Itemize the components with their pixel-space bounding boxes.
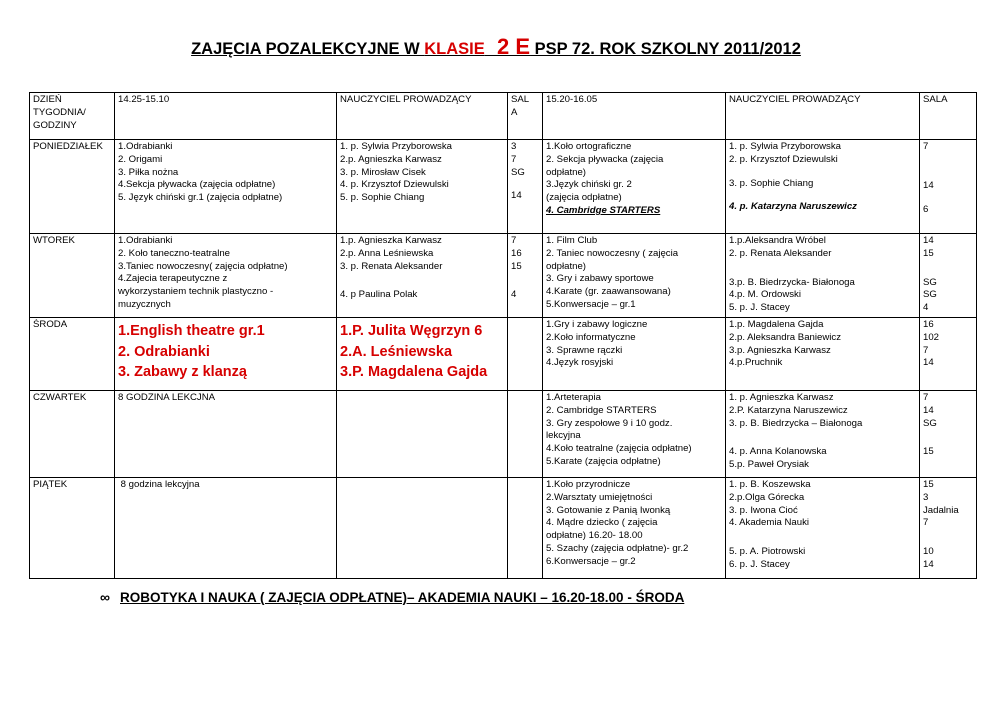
row-tuesday [30, 234, 977, 318]
thursday-teachers-2: 1. p. Agnieszka Karwasz 2.P. Katarzyna Naruszewicz 3. p. B. Biedrzycka – Białonoga 4. p. Anna Kolanowska 5.p. Paweł Orysiak [726, 391, 920, 478]
wednesday-activities-2: 1.Gry i zabawy logiczne 2.Koło informatyczne 3. Sprawne rączki 4.Język rosyjski [543, 318, 726, 391]
header-time-1: 14.25-15.10 [115, 93, 337, 140]
wednesday-rooms-1 [508, 318, 543, 391]
row-friday [30, 478, 977, 579]
header-room-1: SAL A [508, 93, 543, 140]
thursday-activities-2: 1.Arteterapia 2. Cambridge STARTERS 3. Gry zespołowe 9 i 10 godz. lekcyjna 4.Koło teatralne (zajęcia odpłatne) 5.Karate (zajęcia odpłatne) [543, 391, 726, 478]
day-thursday: CZWARTEK [30, 391, 115, 478]
monday-rooms-2: 7 14 6 [920, 140, 977, 234]
monday-activities-2: 1.Koło ortograficzne 2. Sekcja pływacka (zajęcia odpłatne) 3.Język chiński gr. 2 (zajęcia odpłatne) 4. Cambridge STARTERS [543, 140, 726, 234]
friday-rooms-2: 15 3 Jadalnia 7 10 14 [920, 478, 977, 579]
friday-teachers-1 [337, 478, 508, 579]
tuesday-activities-2: 1. Film Club 2. Taniec nowoczesny ( zajęcia odpłatne) 3. Gry i zabawy sportowe 4.Karate (gr. zaawansowana) 5.Konwersacje – gr.1 [543, 234, 726, 318]
thursday-activities-1: 8 GODZINA LEKCJNA [115, 391, 337, 478]
title-red-word: KLASIE [424, 40, 485, 58]
schedule-table [29, 92, 977, 579]
row-wednesday [30, 318, 977, 391]
friday-activities-1: 8 godzina lekcyjna [115, 478, 337, 579]
page-title [0, 34, 992, 60]
wednesday-teachers-2: 1.p. Magdalena Gajda 2.p. Aleksandra Baniewicz 3.p. Agnieszka Karwasz 4.p.Pruchnik [726, 318, 920, 391]
thursday-rooms-1 [508, 391, 543, 478]
tuesday-rooms-1: 7 16 15 4 [508, 234, 543, 318]
day-wednesday: ŚRODA [30, 318, 115, 391]
day-tuesday: WTOREK [30, 234, 115, 318]
friday-rooms-1 [508, 478, 543, 579]
tuesday-rooms-2: 14 15 SG SG 4 [920, 234, 977, 318]
infinity-bullet-icon: ∞ [100, 589, 110, 605]
row-monday [30, 140, 977, 234]
tuesday-teachers-1: 1.p. Agnieszka Karwasz 2.p. Anna Leśniewska 3. p. Renata Aleksander 4. p Paulina Polak [337, 234, 508, 318]
day-friday: PIĄTEK [30, 478, 115, 579]
monday-activities-1: 1.Odrabianki 2. Origami 3. Piłka nożna 4.Sekcja pływacka (zajęcia odpłatne) 5. Język chiński gr.1 (zajęcia odpłatne) [115, 140, 337, 234]
header-time-2: 15.20-16.05 [543, 93, 726, 140]
thursday-rooms-2: 7 14 SG 15 [920, 391, 977, 478]
wednesday-activities-1: 1.English theatre gr.1 2. Odrabianki 3. Zabawy z klanzą [115, 318, 337, 391]
title-part2: PSP 72. ROK SZKOLNY 2011/2012 [530, 40, 801, 58]
row-thursday [30, 391, 977, 478]
day-monday: PONIEDZIAŁEK [30, 140, 115, 234]
monday-teachers-1: 1. p. Sylwia Przyborowska 2.p. Agnieszka Karwasz 3. p. Mirosław Cisek 4. p. Krzysztof Dziewulski 5. p. Sophie Chiang [337, 140, 508, 234]
tuesday-activities-1: 1.Odrabianki 2. Koło taneczno-teatralne 3.Taniec nowoczesny( zajęcia odpłatne) 4.Zajecia terapeutyczne z wykorzystaniem technik plastyczno - muzycznych [115, 234, 337, 318]
wednesday-teachers-1: 1.P. Julita Węgrzyn 6 2.A. Leśniewska 3.P. Magdalena Gajda [337, 318, 508, 391]
title-part1: ZAJĘCIA POZALEKCYJNE W [191, 40, 425, 58]
header-row [30, 93, 977, 140]
footer-note [100, 589, 684, 605]
header-teacher-2: NAUCZYCIEL PROWADZĄCY [726, 93, 920, 140]
monday-rooms-1: 3 7 SG 14 [508, 140, 543, 234]
thursday-teachers-1 [337, 391, 508, 478]
monday-teachers-2: 1. p. Sylwia Przyborowska 2. p. Krzysztof Dziewulski 3. p. Sophie Chiang 4. p. Katarzyna Naruszewicz [726, 140, 920, 234]
wednesday-rooms-2: 16 102 7 14 [920, 318, 977, 391]
friday-activities-2: 1.Koło przyrodnicze 2.Warsztaty umiejętności 3. Gotowanie z Panią Iwonką 4. Mądre dziecko ( zajęcia odpłatne) 16.20- 18.00 5. Szachy (zajęcia odpłatne)- gr.2 6.Konwersacje – gr.2 [543, 478, 726, 579]
header-day: DZIEŃ TYGODNIA/ GODZINY [30, 93, 115, 140]
header-teacher-1: NAUCZYCIEL PROWADZĄCY [337, 93, 508, 140]
header-room-2: SALA [920, 93, 977, 140]
footer-text: ROBOTYKA I NAUKA ( ZAJĘCIA ODPŁATNE)– AKADEMIA NAUKI – 16.20-18.00 - ŚRODA [120, 590, 685, 605]
friday-teachers-2: 1. p. B. Koszewska 2.p.Olga Górecka 3. p. Iwona Cioć 4. Akademia Nauki 5. p. A. Piotrowski 6. p. J. Stacey [726, 478, 920, 579]
title-class-name: 2 E [497, 34, 531, 59]
tuesday-teachers-2: 1.p.Aleksandra Wróbel 2. p. Renata Aleksander 3.p. B. Biedrzycka- Białonoga 4.p. M. Ordowski 5. p. J. Stacey [726, 234, 920, 318]
